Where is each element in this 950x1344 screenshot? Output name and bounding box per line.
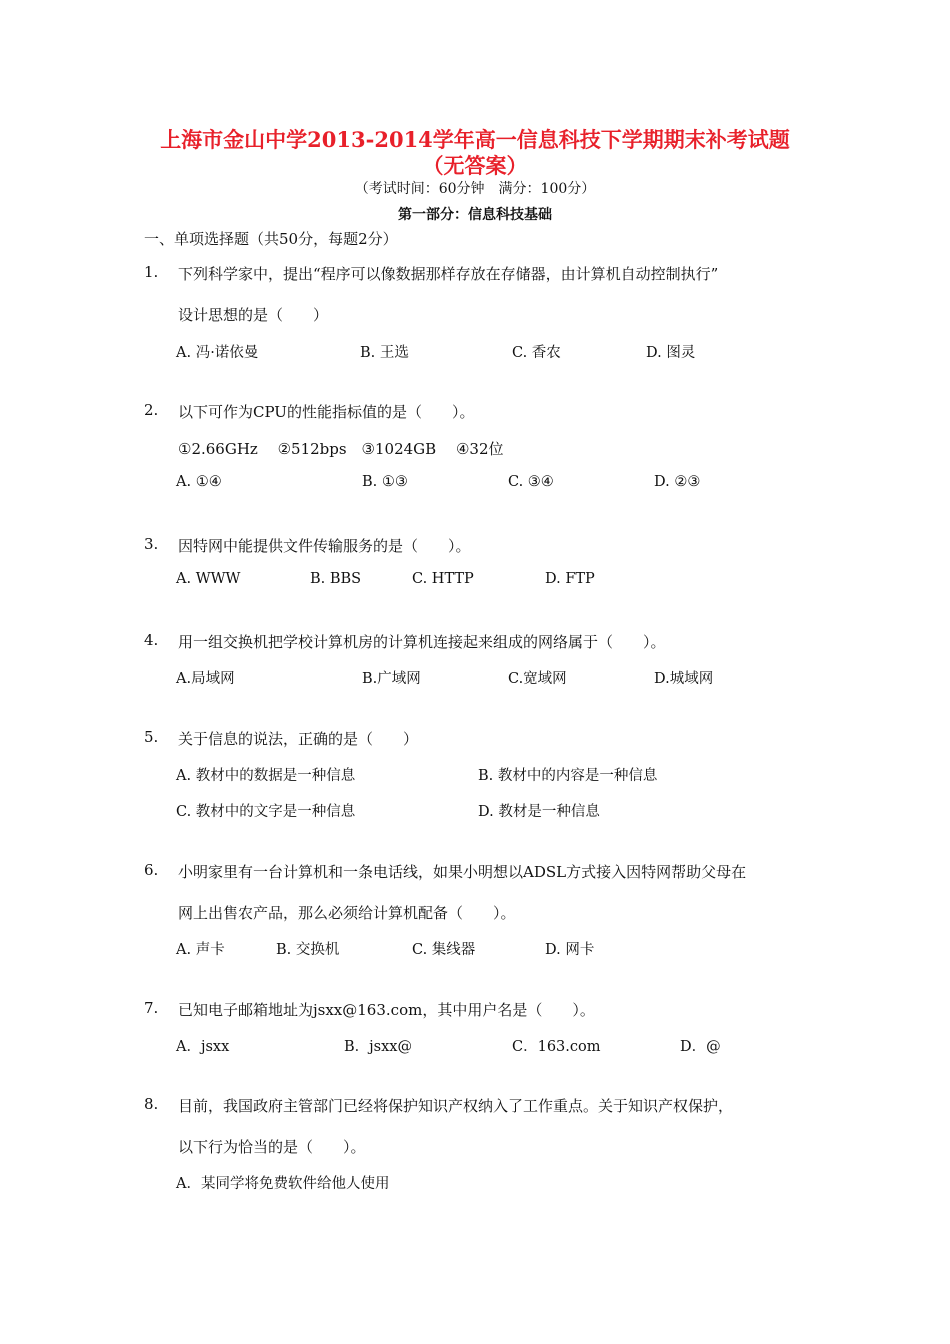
option: A. 教材中的数据是一种信息 xyxy=(176,768,356,784)
option: B. BBS xyxy=(310,571,362,587)
option: A. WWW xyxy=(176,571,241,587)
option: B．jsxx@ xyxy=(344,1039,412,1055)
part-title: 第一部分：信息科技基础 xyxy=(398,207,552,223)
option: C. 集线器 xyxy=(412,942,476,958)
question-text: 已知电子邮箱地址为jsxx@163.com，其中用户名是（ ）。 xyxy=(178,1001,595,1019)
question-text: 小明家里有一台计算机和一条电话线，如果小明想以ADSL方式接入因特网帮助父母在 xyxy=(178,863,747,881)
question-number: 7. xyxy=(144,999,159,1017)
option: B. 王选 xyxy=(360,345,409,361)
option: A．jsxx xyxy=(176,1039,230,1055)
option: C. ③④ xyxy=(508,474,554,490)
question-text: 目前，我国政府主管部门已经将保护知识产权纳入了工作重点。关于知识产权保护， xyxy=(178,1097,734,1115)
question-text: 以下行为恰当的是（ ）。 xyxy=(178,1138,366,1156)
option: C.宽域网 xyxy=(508,671,567,687)
question-number: 5. xyxy=(144,728,159,746)
option: D. 图灵 xyxy=(646,345,696,361)
option: D．@ xyxy=(680,1039,721,1055)
question-number: 6. xyxy=(144,861,159,879)
document-title-line2: （无答案） xyxy=(422,153,528,178)
question-text: 设计思想的是（ ） xyxy=(178,306,329,324)
option: C. 香农 xyxy=(512,345,561,361)
option: D. 教材是一种信息 xyxy=(478,804,600,820)
question-number: 2. xyxy=(144,401,159,419)
option: D. ②③ xyxy=(654,474,701,490)
option: A. 冯·诺依曼 xyxy=(176,345,259,361)
option: C. HTTP xyxy=(412,571,474,587)
question-text: ①2.66GHz ②512bps ③1024GB ④32位 xyxy=(178,440,504,458)
question-number: 8. xyxy=(144,1095,159,1113)
question-text: 因特网中能提供文件传输服务的是（ ）。 xyxy=(178,537,471,555)
option: C. 教材中的文字是一种信息 xyxy=(176,804,356,820)
document-title-line1: 上海市金山中学2013-2014学年高一信息科技下学期期末补考试题 xyxy=(160,127,790,152)
question-text: 以下可作为CPU的性能指标值的是（ ）。 xyxy=(178,403,475,421)
question-number: 3. xyxy=(144,535,159,553)
option: A．某同学将免费软件给他人使用 xyxy=(176,1176,390,1192)
option: A.局域网 xyxy=(176,671,235,687)
section-title: 一、单项选择题（共50分，每题2分） xyxy=(144,230,398,248)
question-text: 网上出售农产品，那么必须给计算机配备（ ）。 xyxy=(178,904,516,922)
option: B. 教材中的内容是一种信息 xyxy=(478,768,658,784)
option: C．163.com xyxy=(512,1039,601,1055)
question-number: 4. xyxy=(144,631,159,649)
option: A. 声卡 xyxy=(176,942,225,958)
option: D. 网卡 xyxy=(545,942,595,958)
option: B. 交换机 xyxy=(276,942,340,958)
question-text: 下列科学家中，提出“程序可以像数据那样存放在存储器，由计算机自动控制执行” xyxy=(178,265,719,283)
question-text: 关于信息的说法，正确的是（ ） xyxy=(178,730,419,748)
option: B.广域网 xyxy=(362,671,421,687)
option: D.城域网 xyxy=(654,671,714,687)
question-text: 用一组交换机把学校计算机房的计算机连接起来组成的网络属于（ ）。 xyxy=(178,633,666,651)
option: D. FTP xyxy=(545,571,595,587)
exam-info: （考试时间：60分钟 满分：100分） xyxy=(354,181,596,197)
option: B. ①③ xyxy=(362,474,408,490)
question-number: 1. xyxy=(144,263,159,281)
option: A. ①④ xyxy=(176,474,222,490)
